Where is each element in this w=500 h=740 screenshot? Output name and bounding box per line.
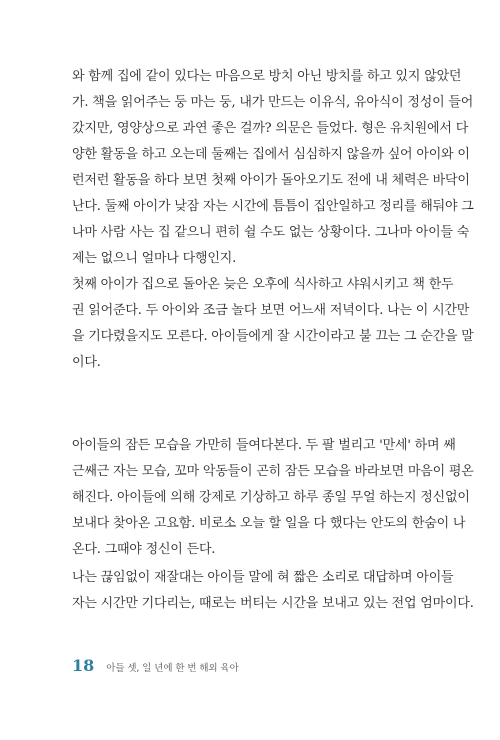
text-line: 나는 끊임없이 재잘대는 아이들 말에 혀 짧은 소리로 대답하며 아이들 [72, 570, 454, 585]
text-line: 와 함께 집에 같이 있다는 마음으로 방치 아닌 방치를 하고 있지 않았던 [72, 69, 462, 84]
text-line: 아이들의 잠든 모습을 가만히 들여다본다. 두 팔 벌리고 '만세' 하며 쌔 [72, 438, 456, 453]
text-line: 갔지만, 영양상으로 과연 좋은 걸까? 의문은 들었다. 형은 유치원에서 다 [72, 121, 469, 136]
text-line: 나마 사람 사는 집 같으니 편히 쉴 수도 없는 상황이다. 그나마 아이들 숙 [72, 225, 470, 240]
text-line: 해진다. 아이들에 의해 강제로 기상하고 하루 종일 무얼 하는지 정신없이 [72, 490, 470, 505]
text-line: 런저런 활동을 하다 보면 첫째 아이가 돌아오기도 전에 내 체력은 바닥이 [72, 173, 470, 188]
text-line: 보내다 찾아온 고요함. 비로소 오늘 할 일을 다 했다는 안도의 한숨이 나 [72, 516, 466, 531]
text-line: 난다. 둘째 아이가 낮잠 자는 시간에 틈틈이 집안일하고 정리를 해둬야 그 [72, 199, 474, 214]
text-line: 양한 활동을 하고 오는데 둘째는 집에서 심심하지 않을까 싶어 아이와 이 [72, 147, 470, 162]
text-line: 권 읽어준다. 두 아이와 조금 놀다 보면 어느새 저녁이다. 나는 이 시간만 [72, 303, 470, 318]
running-title: 아들 셋, 일 년에 한 번 해외 육아 [106, 663, 239, 674]
text-line: 온다. 그때야 정신이 든다. [72, 542, 216, 557]
page-footer [72, 656, 239, 680]
text-line: 이다. [72, 355, 101, 370]
text-line: 제는 없으니 얼마나 다행인지. [72, 251, 237, 266]
page-number: 18 [72, 656, 95, 675]
text-line: 첫째 아이가 집으로 돌아온 늦은 오후에 식사하고 샤워시키고 책 한두 [72, 277, 454, 292]
text-line: 자는 시간만 기다리는, 때로는 버티는 시간을 보내고 있는 전업 엄마이다. [72, 596, 474, 611]
text-line: 을 기다렸을지도 모른다. 아이들에게 잘 시간이라고 불 끄는 그 순간을 말 [72, 329, 474, 344]
text-line: 가. 책을 읽어주는 둥 마는 둥, 내가 만드는 이유식, 유아식이 정성이 들어 [72, 95, 474, 110]
text-line: 근쌔근 자는 모습, 꼬마 악동들이 곤히 잠든 모습을 바라보면 마음이 평온 [72, 464, 474, 479]
